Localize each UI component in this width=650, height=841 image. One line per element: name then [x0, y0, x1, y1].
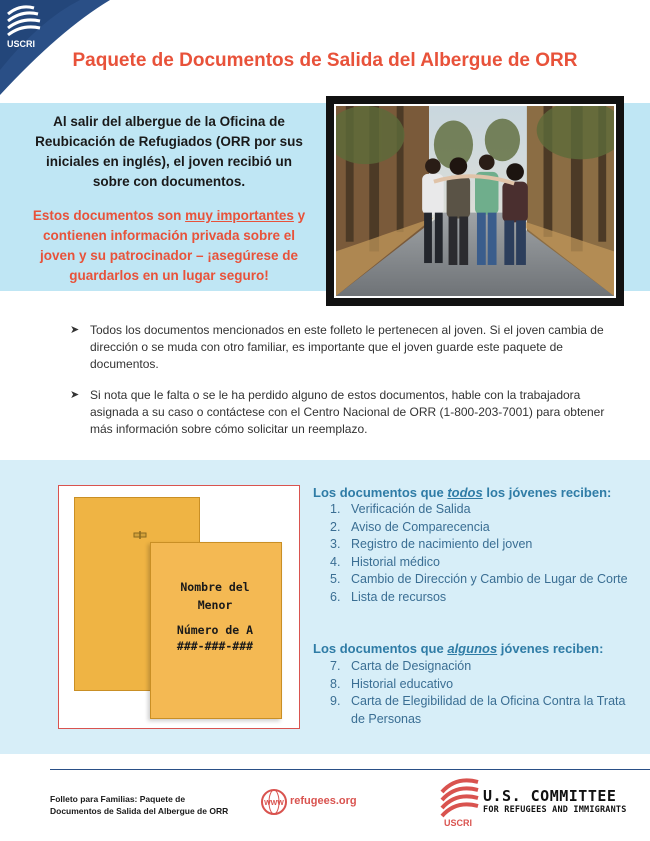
- org-name-line1: U.S. COMMITTEE: [483, 787, 617, 805]
- list-item: [330, 519, 630, 537]
- envelope-number-label: Número de A: [176, 623, 254, 637]
- heading-part-1: Los documentos que: [313, 641, 448, 656]
- heading-part-2: jóvenes reciben:: [497, 641, 604, 656]
- youth-photo: [334, 104, 616, 298]
- bullet-item: [70, 322, 630, 373]
- footer-caption-line1: Folleto para Familias: Paquete de: [50, 794, 186, 804]
- list-item: [330, 571, 630, 589]
- list-item: [330, 501, 630, 519]
- bullet-text: Si nota que le falta o se le ha perdido alguno de estos documentos, hable con la trabajadora asignada a su caso o contáctese con el Centro Nacional de ORR (1-800-203-7001) para obtener más información sobre cómo solicitar un reemplazo.: [90, 388, 605, 436]
- list-item: [330, 554, 630, 572]
- arrow-bullet-icon: ➤: [70, 389, 80, 401]
- item-text: Historial médico: [351, 554, 440, 569]
- heading-part-1: Los documentos que: [313, 485, 448, 500]
- list-item: [330, 693, 630, 728]
- item-number: 2.: [330, 519, 341, 534]
- corner-logo-text: USCRI: [7, 39, 36, 49]
- item-text: Registro de nacimiento del joven: [351, 537, 533, 551]
- list-item: [330, 658, 630, 676]
- list-some: [330, 658, 630, 728]
- uscri-corner-logo: [0, 0, 110, 95]
- footer-logo-text: USCRI: [444, 818, 473, 828]
- list-all-heading: [313, 485, 611, 500]
- arrow-bullet-icon: ➤: [70, 324, 80, 336]
- envelope-number-value: ###-###-###: [176, 639, 254, 653]
- list-all: [330, 501, 630, 606]
- envelope-clasp-icon: [132, 531, 148, 539]
- intro-main: Al salir del albergue de la Oficina de Reubicación de Refugiados (ORR por sus iniciales en inglés), el joven recibió un sobre con documentos.: [35, 114, 303, 189]
- org-name-line2: FOR REFUGEES AND IMMIGRANTS: [483, 805, 627, 815]
- intro-text: [30, 112, 308, 286]
- heading-part-2: los jóvenes reciben:: [482, 485, 612, 500]
- item-text: Aviso de Comparecencia: [351, 519, 490, 534]
- bullet-item: [70, 387, 630, 438]
- warning-part-1: Estos documentos son: [32, 208, 186, 223]
- item-number: 9.: [330, 694, 341, 708]
- globe-icon: [260, 788, 288, 816]
- footer-caption: [50, 793, 250, 817]
- item-number: 8.: [330, 676, 341, 691]
- heading-emphasis: todos: [447, 485, 483, 500]
- list-some-heading: [313, 641, 603, 656]
- footer-caption-line2: Documentos de Salida del Albergue de ORR: [50, 806, 229, 816]
- item-text: Cambio de Dirección y Cambio de Lugar de Corte: [351, 572, 628, 586]
- heading-emphasis: algunos: [447, 641, 498, 656]
- intro-warning: [30, 206, 308, 286]
- item-text: Lista de recursos: [351, 589, 447, 604]
- envelope-name-line2: Menor: [197, 598, 233, 612]
- bullet-text: Todos los documentos mencionados en este folleto le pertenecen al joven. Si el joven cambia de dirección o se muda con otro familiar, es importante que el joven guarde este paquete de documentos.: [90, 323, 604, 371]
- list-item: [330, 676, 630, 694]
- www-label: WWW: [264, 800, 284, 807]
- item-text: Verificación de Salida: [351, 502, 471, 516]
- item-number: 6.: [330, 589, 341, 604]
- page-title: Paquete de Documentos de Salida del Albergue de ORR: [72, 50, 578, 71]
- list-item: [330, 536, 630, 554]
- organization-name: [483, 787, 627, 815]
- item-number: 3.: [330, 537, 341, 551]
- uscri-flag-logo: [438, 772, 482, 828]
- website-link[interactable]: refugees.org: [290, 795, 357, 807]
- info-bullets: [70, 322, 630, 452]
- list-item: [330, 589, 630, 607]
- footer-divider: [50, 769, 650, 770]
- warning-emphasis: muy importantes: [185, 208, 294, 223]
- photo-frame: [326, 96, 624, 306]
- item-number: 7.: [330, 659, 341, 673]
- item-text: Carta de Elegibilidad de la Oficina Contra la Trata de Personas: [351, 694, 626, 726]
- warning-part-2: y contienen información privada sobre el joven y su patrocinador – ¡asegúrese de guardarlos en un lugar seguro!: [39, 208, 306, 283]
- envelope-name-line1: Nombre del: [180, 580, 250, 594]
- item-text: Carta de Designación: [351, 659, 472, 673]
- item-number: 1.: [330, 502, 341, 516]
- item-number: 5.: [330, 572, 341, 586]
- item-text: Historial educativo: [351, 676, 454, 691]
- item-number: 4.: [330, 554, 341, 569]
